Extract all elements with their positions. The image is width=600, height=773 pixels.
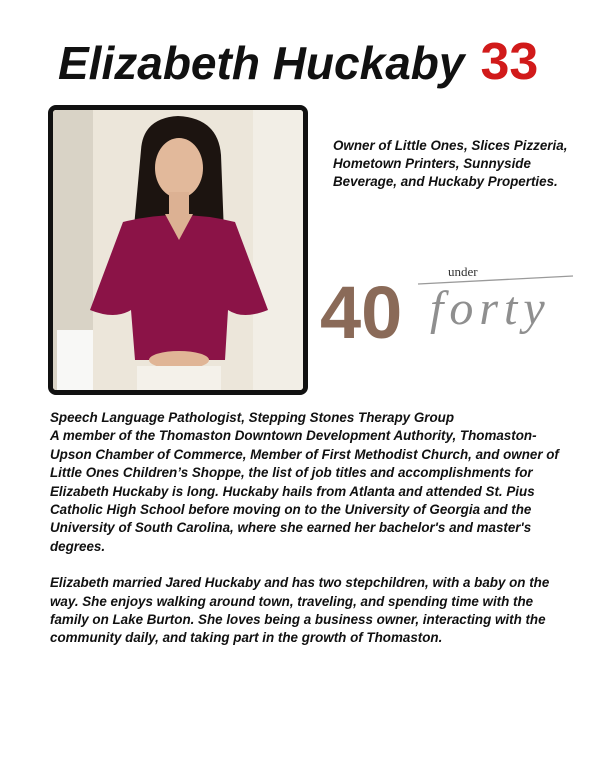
rank-number: 33: [480, 33, 539, 91]
portrait-photo: [48, 105, 308, 395]
logo-forty: forty: [430, 282, 551, 335]
portrait-illustration: [53, 110, 303, 390]
logo-number: 40: [320, 271, 403, 354]
logo-under: under: [448, 264, 478, 279]
bio-paragraph1: A member of the Thomaston Downtown Development Authority, Thomaston-Upson Chamber of Commerce, Member of First Methodist Church, and owner of Little Ones Children’s Shoppe, the list of job titles and accomplishments for Elizabeth Huckaby is long. Huckaby hails from Atlanta and attended St. Pius Catholic High School before moving on to the University of Georgia and the University of South Carolina, where she earned her bachelor's and master's degrees.: [50, 428, 559, 554]
forty-under-forty-logo: [318, 258, 588, 358]
bio-line1: Speech Language Pathologist, Stepping Stones Therapy Group: [50, 410, 454, 425]
bio-paragraph2: Elizabeth married Jared Huckaby and has two stepchildren, with a baby on the way. She enjoys walking around town, traveling, and spending time with the family on Lake Burton. She loves being a business owner, interacting with the community daily, and taking part in the growth of Thomaston.: [50, 575, 550, 646]
biography: [50, 409, 570, 648]
business-blurb: Owner of Little Ones, Slices Pizzeria, Hometown Printers, Sunnyside Beverage, and Huckaby Properties.: [333, 138, 568, 189]
person-name: Elizabeth Huckaby: [58, 37, 465, 89]
page-title: [58, 32, 538, 92]
